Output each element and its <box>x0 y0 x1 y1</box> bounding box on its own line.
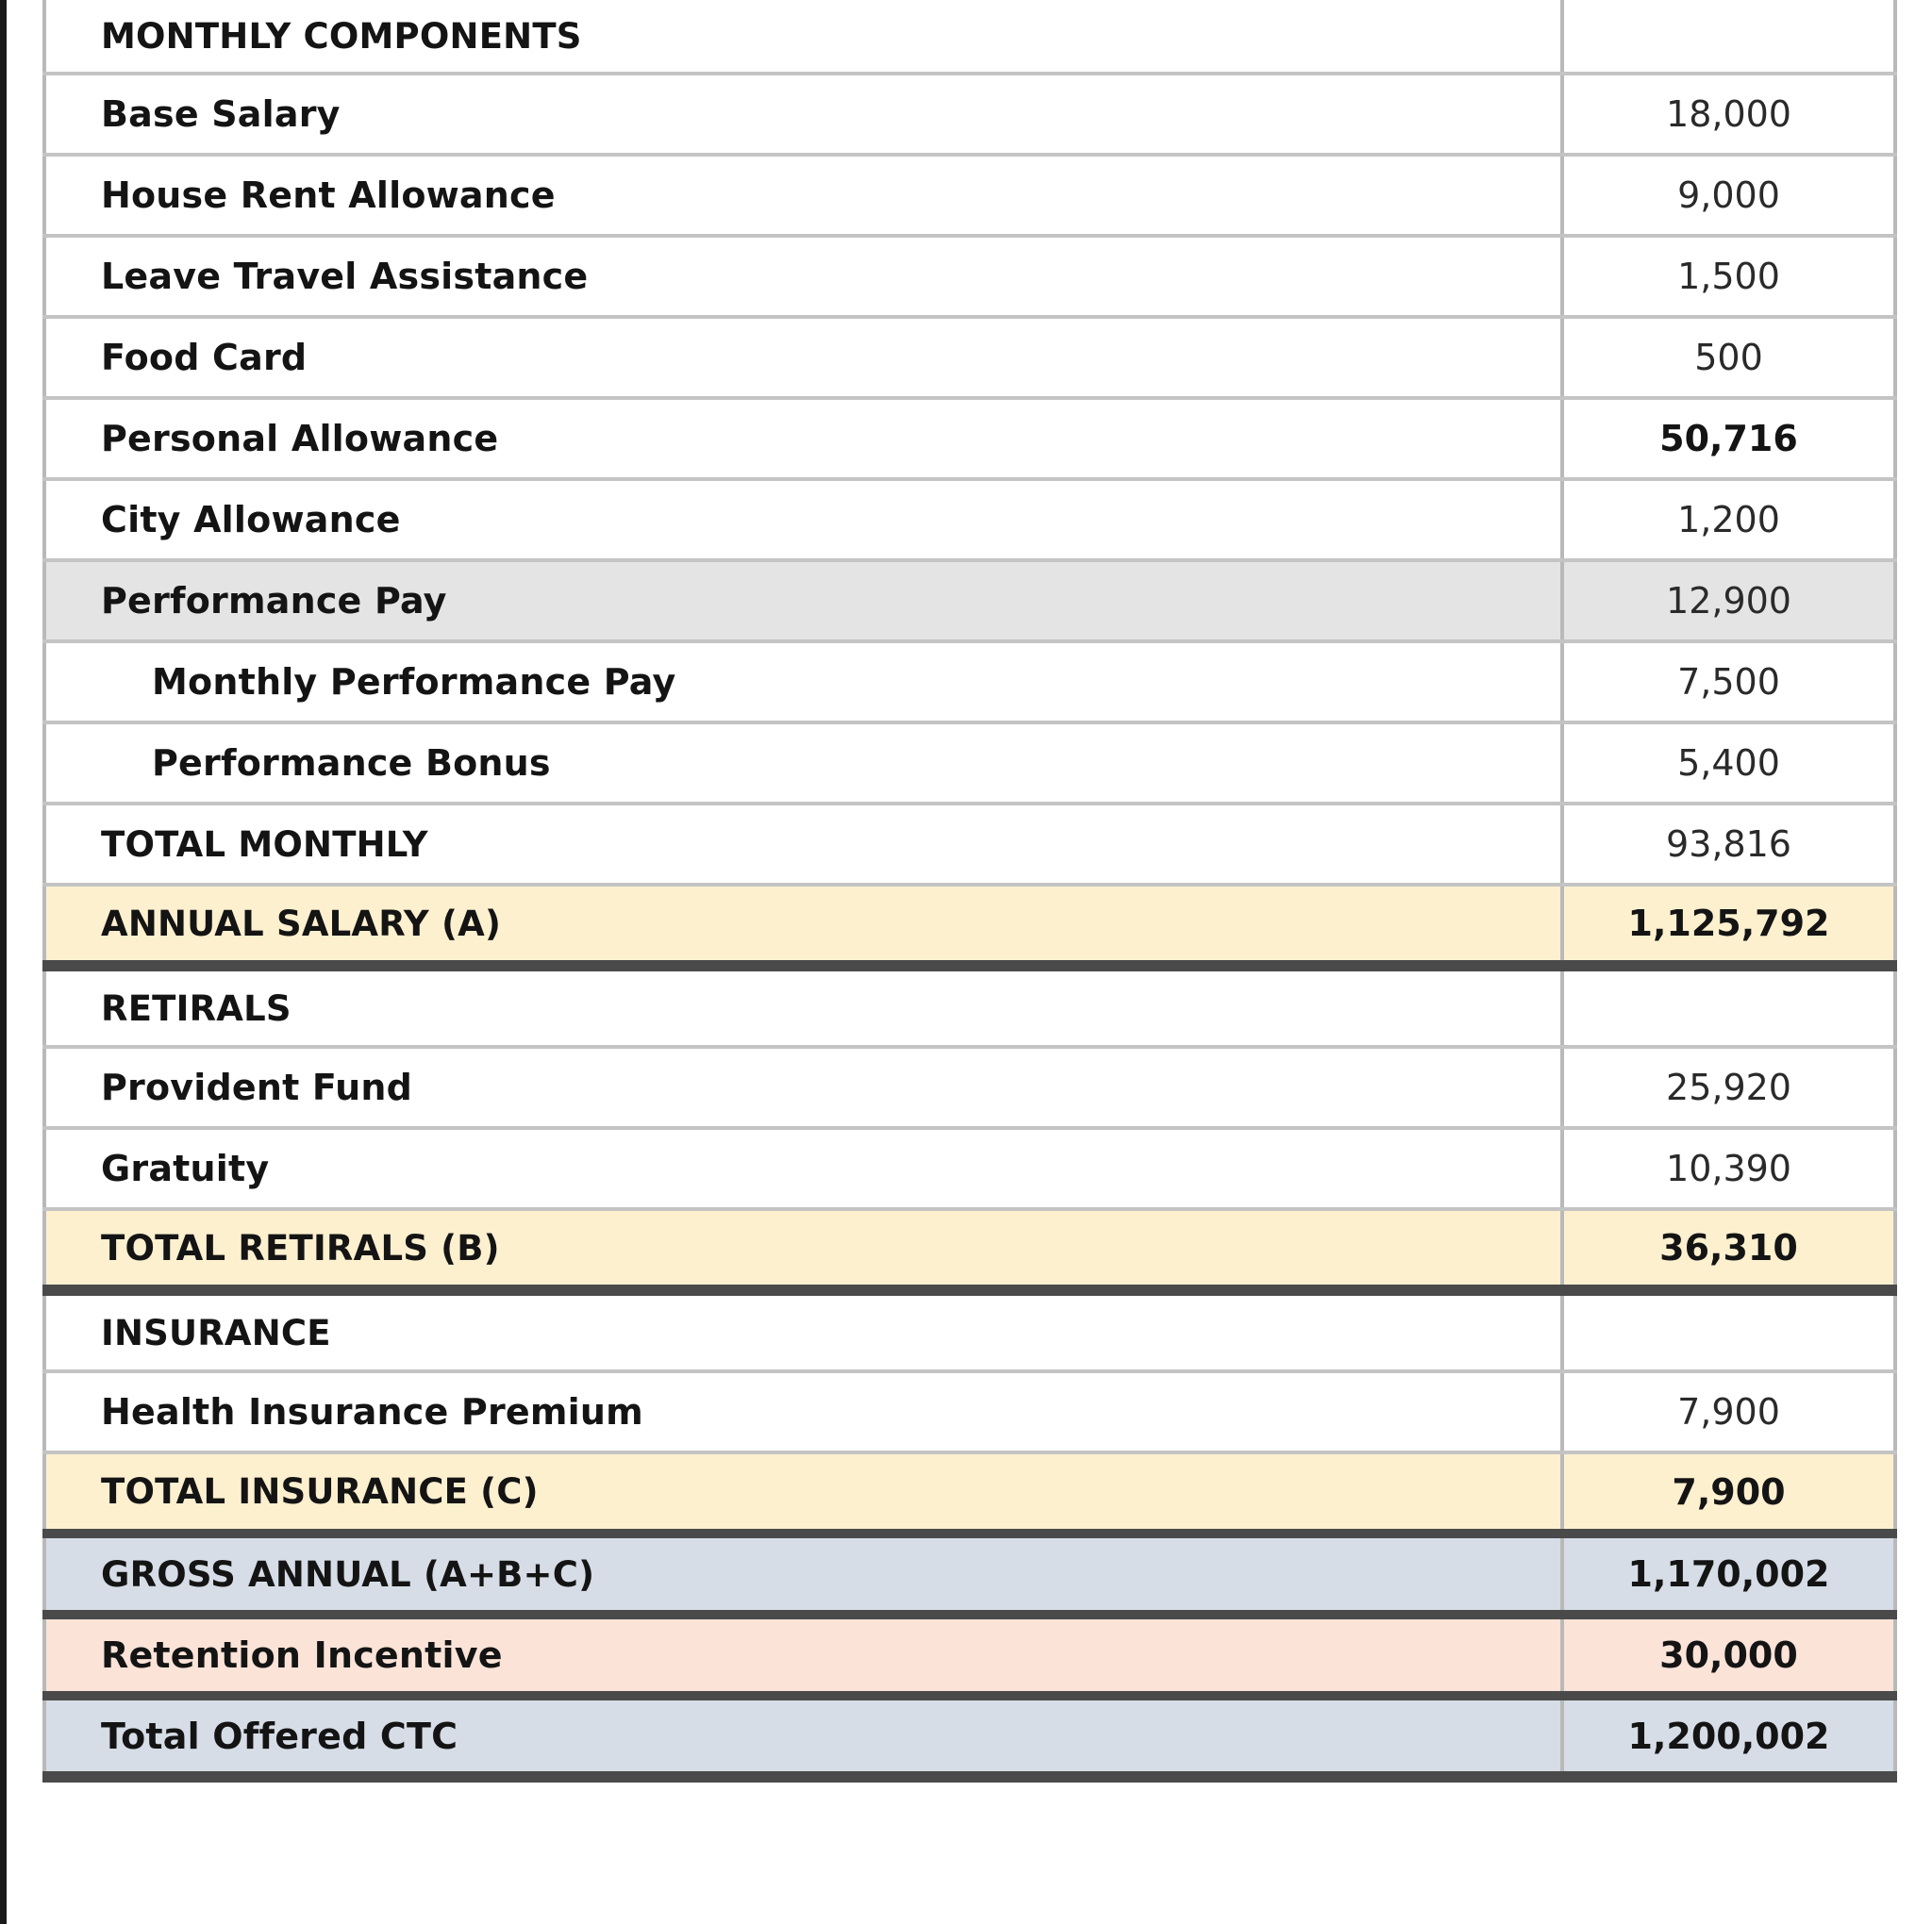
row-performance-bonus <box>44 722 1895 804</box>
row-personal-allowance <box>44 398 1895 479</box>
row-total-monthly <box>44 804 1895 885</box>
row-health-insurance-premium <box>44 1371 1895 1452</box>
row-label: TOTAL RETIRALS (B) <box>44 1209 1562 1290</box>
row-value: 36,310 <box>1562 1209 1895 1290</box>
row-provident-fund <box>44 1047 1895 1128</box>
row-performance-pay <box>44 560 1895 641</box>
row-label: TOTAL MONTHLY <box>44 804 1562 885</box>
row-value: 1,500 <box>1562 236 1895 317</box>
row-label: Personal Allowance <box>44 398 1562 479</box>
row-value: 10,390 <box>1562 1128 1895 1209</box>
row-leave-travel-assistance <box>44 236 1895 317</box>
row-value <box>1562 966 1895 1047</box>
row-label: Gratuity <box>44 1128 1562 1209</box>
row-value: 25,920 <box>1562 1047 1895 1128</box>
row-label: Retention Incentive <box>44 1615 1562 1696</box>
row-label: Performance Bonus <box>44 722 1562 804</box>
section-header-monthly-components <box>44 0 1895 74</box>
row-value <box>1562 0 1895 74</box>
row-value: 5,400 <box>1562 722 1895 804</box>
row-label: INSURANCE <box>44 1290 1562 1371</box>
row-value: 1,125,792 <box>1562 885 1895 966</box>
row-label: MONTHLY COMPONENTS <box>44 0 1562 74</box>
row-gross-annual <box>44 1534 1895 1615</box>
row-label: Provident Fund <box>44 1047 1562 1128</box>
row-food-card <box>44 317 1895 398</box>
row-label: Leave Travel Assistance <box>44 236 1562 317</box>
row-gratuity <box>44 1128 1895 1209</box>
row-total-retirals <box>44 1209 1895 1290</box>
page-left-border <box>0 0 7 1924</box>
row-label: Monthly Performance Pay <box>44 641 1562 722</box>
section-header-insurance <box>44 1290 1895 1371</box>
row-value: 9,000 <box>1562 155 1895 236</box>
row-value: 7,900 <box>1562 1452 1895 1534</box>
row-retention-incentive <box>44 1615 1895 1696</box>
ctc-breakdown-table <box>42 0 1897 1783</box>
row-value: 1,200,002 <box>1562 1696 1895 1777</box>
row-value: 7,500 <box>1562 641 1895 722</box>
row-label: Health Insurance Premium <box>44 1371 1562 1452</box>
section-header-retirals <box>44 966 1895 1047</box>
row-value: 30,000 <box>1562 1615 1895 1696</box>
row-label: City Allowance <box>44 479 1562 560</box>
row-house-rent-allowance <box>44 155 1895 236</box>
row-value: 18,000 <box>1562 74 1895 155</box>
row-value <box>1562 1290 1895 1371</box>
row-label: Total Offered CTC <box>44 1696 1562 1777</box>
row-value: 93,816 <box>1562 804 1895 885</box>
row-label: RETIRALS <box>44 966 1562 1047</box>
row-value: 1,170,002 <box>1562 1534 1895 1615</box>
row-value: 1,200 <box>1562 479 1895 560</box>
row-value: 7,900 <box>1562 1371 1895 1452</box>
row-label: Base Salary <box>44 74 1562 155</box>
row-value: 12,900 <box>1562 560 1895 641</box>
row-value: 500 <box>1562 317 1895 398</box>
row-label: House Rent Allowance <box>44 155 1562 236</box>
row-label: TOTAL INSURANCE (C) <box>44 1452 1562 1534</box>
row-label: Performance Pay <box>44 560 1562 641</box>
row-base-salary <box>44 74 1895 155</box>
row-label: ANNUAL SALARY (A) <box>44 885 1562 966</box>
row-label: GROSS ANNUAL (A+B+C) <box>44 1534 1562 1615</box>
row-total-offered-ctc <box>44 1696 1895 1777</box>
row-value: 50,716 <box>1562 398 1895 479</box>
row-total-insurance <box>44 1452 1895 1534</box>
row-monthly-performance-pay <box>44 641 1895 722</box>
row-annual-salary <box>44 885 1895 966</box>
row-label: Food Card <box>44 317 1562 398</box>
row-city-allowance <box>44 479 1895 560</box>
